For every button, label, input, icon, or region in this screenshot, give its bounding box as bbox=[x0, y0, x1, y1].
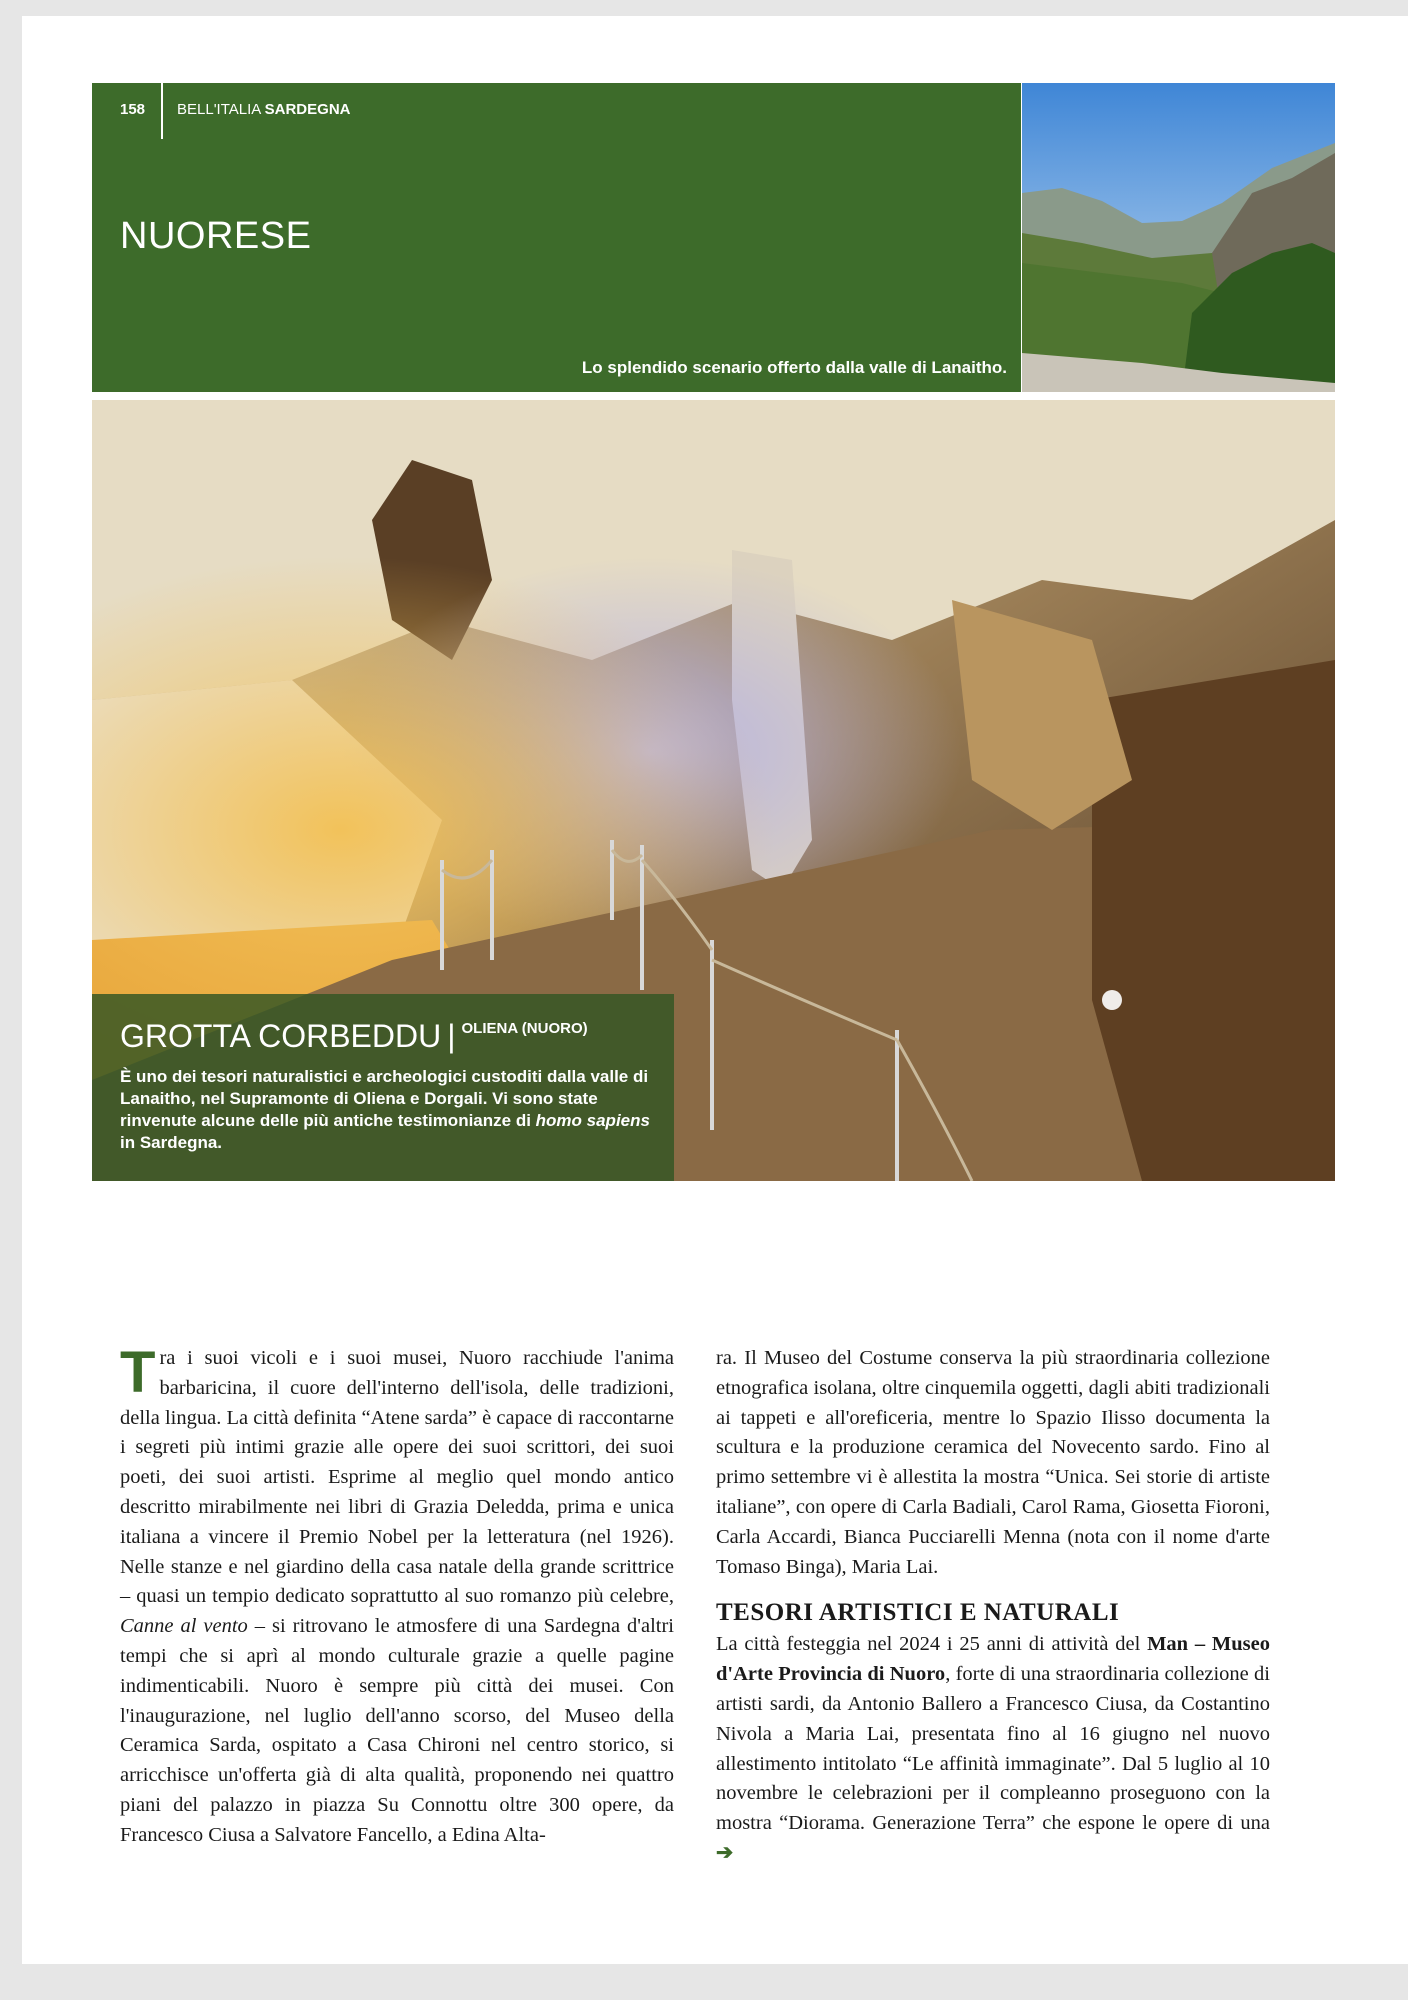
cave-photo bbox=[92, 400, 1335, 1181]
article-paragraph-2: ra. Il Museo del Costume conserva la più straordinaria collezione etnografica isolana, oltre cinquemila oggetti, dagli abiti tradizionali ai tappeti e all'oreficeria, mentre lo Spazio Ilisso documenta la scultura e la produzione ceramica del Novecento sardo. Fino al primo settembre vi è allestita la mostra “Unica. Sei storie di artiste italiane”, con opere di Carla Badiali, Carol Rama, Giosetta Fioroni, Carla Accardi, Bianca Pucciarelli Menna (nota con il nome d'arte Tomaso Binga), Maria Lai. bbox=[716, 1347, 1270, 1578]
paragraph-1-text-a: ra i suoi vicoli e i suoi musei, Nuoro racchiude l'anima barbaricina, il cuore dell'interno dell'isola, delle tradizioni, della lingua. La città definita “Atene sarda” è capace di raccontarne i segreti più intimi grazie alle opere dei suoi scrittori, dei suoi poeti, dei suoi artisti. Esprime al meglio quel mondo antico descritto mirabilmente nei libri di Grazia Deledda, prima e unica italiana a vincere il Premio Nobel per la letteratura (nel 1926). Nelle stanze e nel giardino della casa natale della grande scrittrice – quasi un tempio dedicato soprattutto al suo romanzo più celebre, bbox=[120, 1347, 674, 1608]
cave-caption-box bbox=[92, 994, 674, 1181]
paragraph-3-text-b: , forte di una straordinaria collezione di artisti sardi, da Antonio Ballero a Francesco Ciusa, da Costantino Nivola a Maria Lai, presentata fino al 16 giugno nel nuovo allestimento intitolato “Le affinità immaginate”. Dal 5 luglio al 10 novembre le celebrazioni per il compleanno proseguono con la mostra “Diorama. Generazione Terra” che espone le opere di una bbox=[716, 1663, 1270, 1835]
cave-title-separator: | bbox=[447, 1018, 456, 1054]
continue-arrow-icon: ➔ bbox=[716, 1841, 734, 1864]
valley-landscape-image bbox=[1022, 83, 1335, 392]
header-divider bbox=[161, 83, 163, 139]
section-subheading: TESORI ARTISTICI E NATURALI bbox=[716, 1599, 1120, 1627]
page-number: 158 bbox=[120, 101, 146, 118]
cave-description bbox=[120, 1066, 660, 1154]
magazine-name: BELL'ITALIA bbox=[177, 101, 261, 118]
cave-desc-italic: homo sapiens bbox=[535, 1111, 650, 1130]
cave-title bbox=[120, 1018, 588, 1055]
cave-desc-end: in Sardegna. bbox=[120, 1133, 223, 1152]
valley-photo-caption: Lo splendido scenario offerto dalla valle di Lanaitho. bbox=[581, 358, 1007, 377]
valley-photo bbox=[1022, 83, 1335, 392]
magazine-section: SARDEGNA bbox=[264, 101, 351, 118]
section-title: NUORESE bbox=[120, 215, 312, 257]
museum-name: Man – Museo d'Arte Provincia di Nuoro bbox=[716, 1633, 1270, 1686]
cave-name: GROTTA CORBEDDU bbox=[120, 1018, 442, 1054]
article-column-left bbox=[120, 1340, 674, 1851]
article-paragraph-3 bbox=[716, 1630, 1270, 1868]
cave-desc-text: È uno dei tesori naturalistici e archeologici custoditi dalla valle di Lanaitho, nel Supramonte di Oliena e Dorgali. Vi sono state rinvenute alcune delle più antiche testimonianze di bbox=[120, 1067, 649, 1130]
paragraph-3-text-a: La città festeggia nel 2024 i 25 anni di attività del bbox=[716, 1633, 1148, 1656]
article-column-right bbox=[716, 1344, 1270, 1869]
cave-location: OLIENA (NUORO) bbox=[461, 1020, 588, 1037]
magazine-page bbox=[22, 16, 1408, 1964]
header-band bbox=[92, 83, 1021, 392]
drop-cap: T bbox=[120, 1340, 156, 1405]
book-title: Canne al vento bbox=[120, 1615, 248, 1638]
paragraph-1-text-b: – si ritrovano le atmosfere di una Sardegna d'altri tempi che si aprì al mondo culturale grazie a quelle pagine indimenticabili. Nuoro è sempre più città dei musei. Con l'inaugurazione, nel luglio dell'anno scorso, del Museo della Ceramica Sarda, ospitato a Casa Chironi nel centro storico, si arricchisce un'offerta già di alta qualità, proponendo nei quattro piani del palazzo in piazza Su Connottu oltre 300 opere, da Francesco Ciusa a Salvatore Fancello, a Edina Alta- bbox=[120, 1615, 674, 1846]
article-paragraph-1 bbox=[120, 1340, 674, 1851]
magazine-label bbox=[177, 101, 350, 118]
